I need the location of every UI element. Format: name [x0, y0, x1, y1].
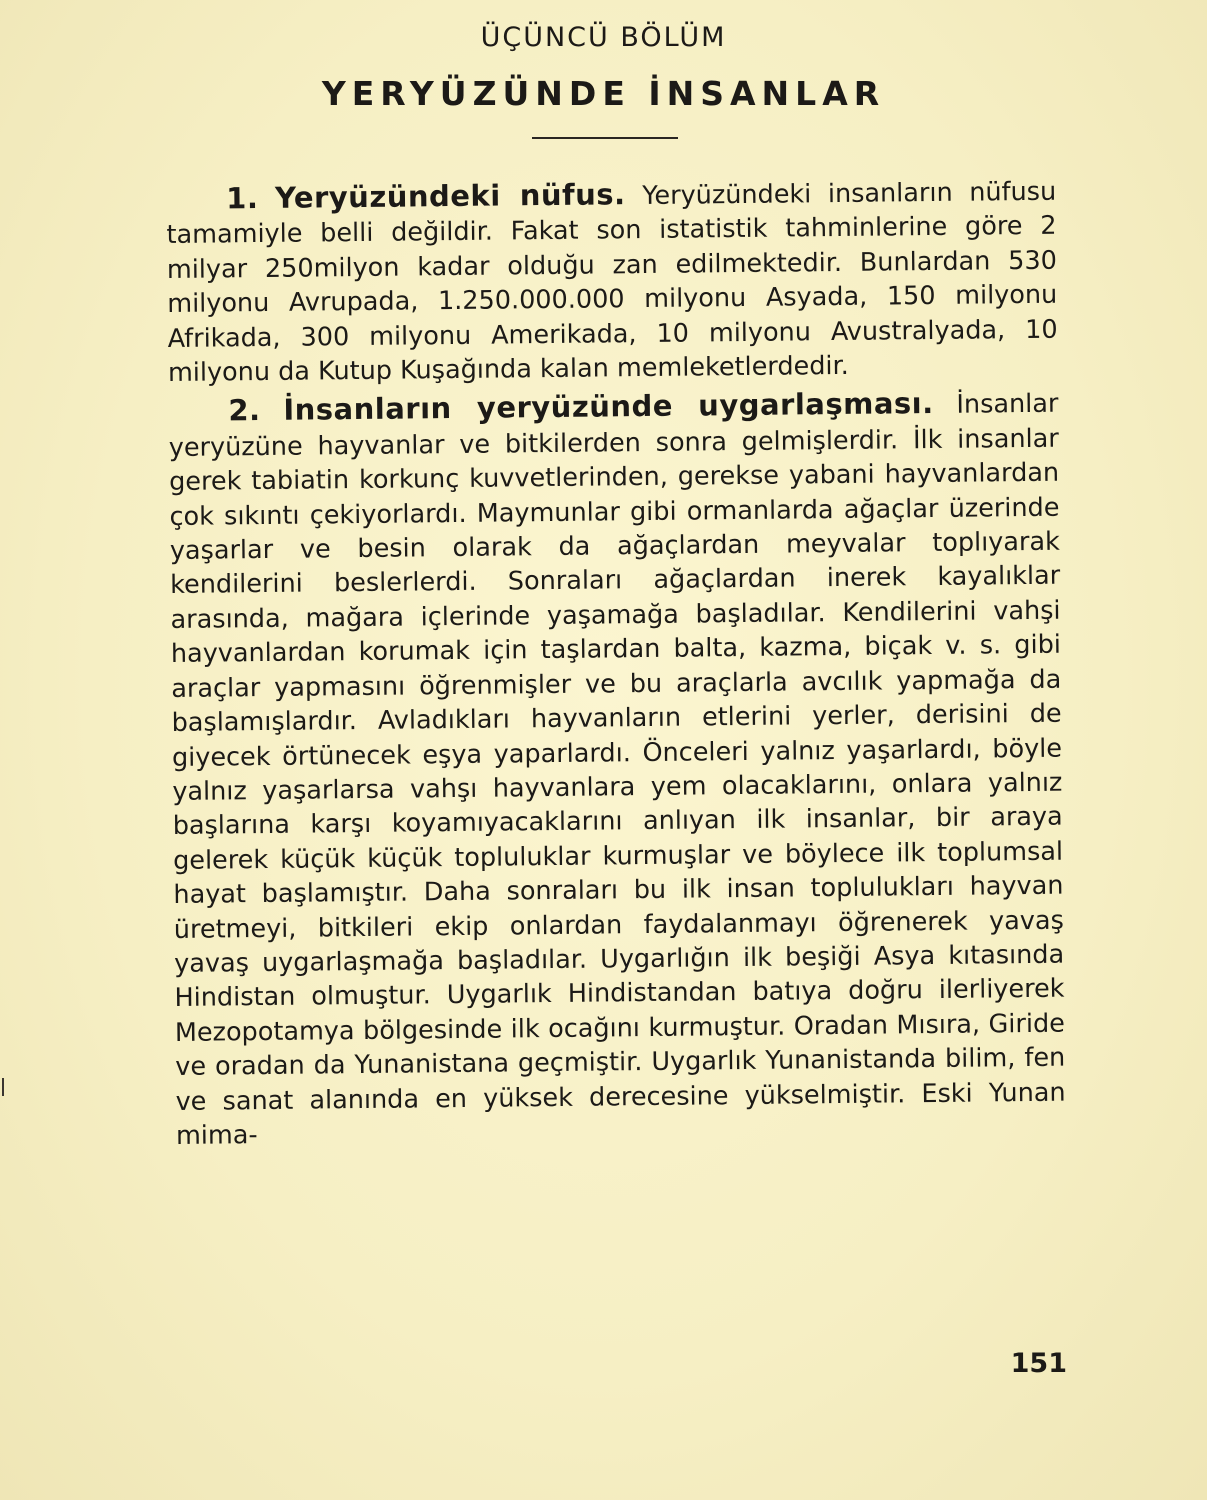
section-text-2: İnsanlar yeryüzüne hayvanlar ve bitkilerden sonra gelmişlerdir. İlk insanlar gerek tabiatin korkunç kuvvetlerinden, gerekse yabani hayvanlardan çok sıkıntı çekiyorlardı. Maymunlar gibi ormanlarda ağaçlar üzerinde yaşarlar ve besin olarak da ağaçlardan meyvalar toplıyarak kendilerini beslerlerdi. Sonraları ağaçlardan inerek kayalıklar arasında, mağara içlerinde yaşamağa başladılar. Kendilerini vahşi hayvanlardan korumak için taşlardan balta, kazma, biçak v. s. gibi araçlar yapmasını öğrenmişler ve bu araçlarla avcılık yapmağa da başlamışlardır. Avladıkları hayvanların etlerini yerler, derisini de giyecek örtünecek eşya yaparlardı. Önceleri yalnız yaşarlardı, böyle yalnız yaşarlarsa vahşı hayvanlara yem olacaklarını, onlara yalnız başlarına karşı koyamıyacaklarını anlıyan ilk insanlar, bir araya gelerek küçük küçük topluluklar kurmuşlar ve böylece ilk toplumsal hayat başlamıştır. Daha sonraları bu ilk insan toplulukları hayvan üretmeyi, bitkileri ekip onlardan faydalanmayı öğrenerek yavaş yavaş uygarlaşmağa başladılar. Uygarlığın ilk beşiği Asya kıtasında Hindistan olmuştur. Uygarlık Hindistandan batıya doğru ilerliyerek Mezopotamya bölgesinde ilk ocağını kurmuştur. Oradan Mısıra, Giride ve oradan da Yunanistana geçmiştir. Uygarlık Yunanistanda bilim, fen ve sanat alanında en yüksek derecesine yükselmiştir. Eski Yunan mima- [168, 389, 1066, 1151]
section-heading-2: İnsanların yeryüzünde uygarlaşması. [283, 386, 934, 428]
section-heading-1: Yeryüzündeki nüfus. [274, 177, 626, 215]
section-text-1: Yeryüzündeki insanların nüfusu tamamiyle belli değildir. Fakat son istatistik tahminlerine göre 2 milyar 250milyon kadar olduğu zan edilmektedir. Bunlardan 530 milyonu Avrupada, 1.250.000.000 milyonu Asyada, 150 milyonu Afrikada, 300 milyonu Amerikada, 10 milyonu Avustralyada, 10 milyonu da Kutup Kuşağında kalan memleketlerdedir. [166, 176, 1058, 389]
page-number: 151 [1010, 1348, 1067, 1379]
section-number-2: 2. [228, 393, 261, 428]
section-paragraph-1 [166, 173, 1058, 391]
scan-edge-mark [2, 1078, 4, 1096]
chapter-label: ÜÇÜNCÜ BÖLÜM [480, 22, 727, 53]
title-divider [532, 137, 678, 139]
section-paragraph-2 [168, 385, 1066, 1153]
body-text [166, 173, 1066, 1158]
section-number-1: 1. [225, 181, 259, 216]
chapter-title: YERYÜZÜNDE İNSANLAR [321, 74, 886, 113]
